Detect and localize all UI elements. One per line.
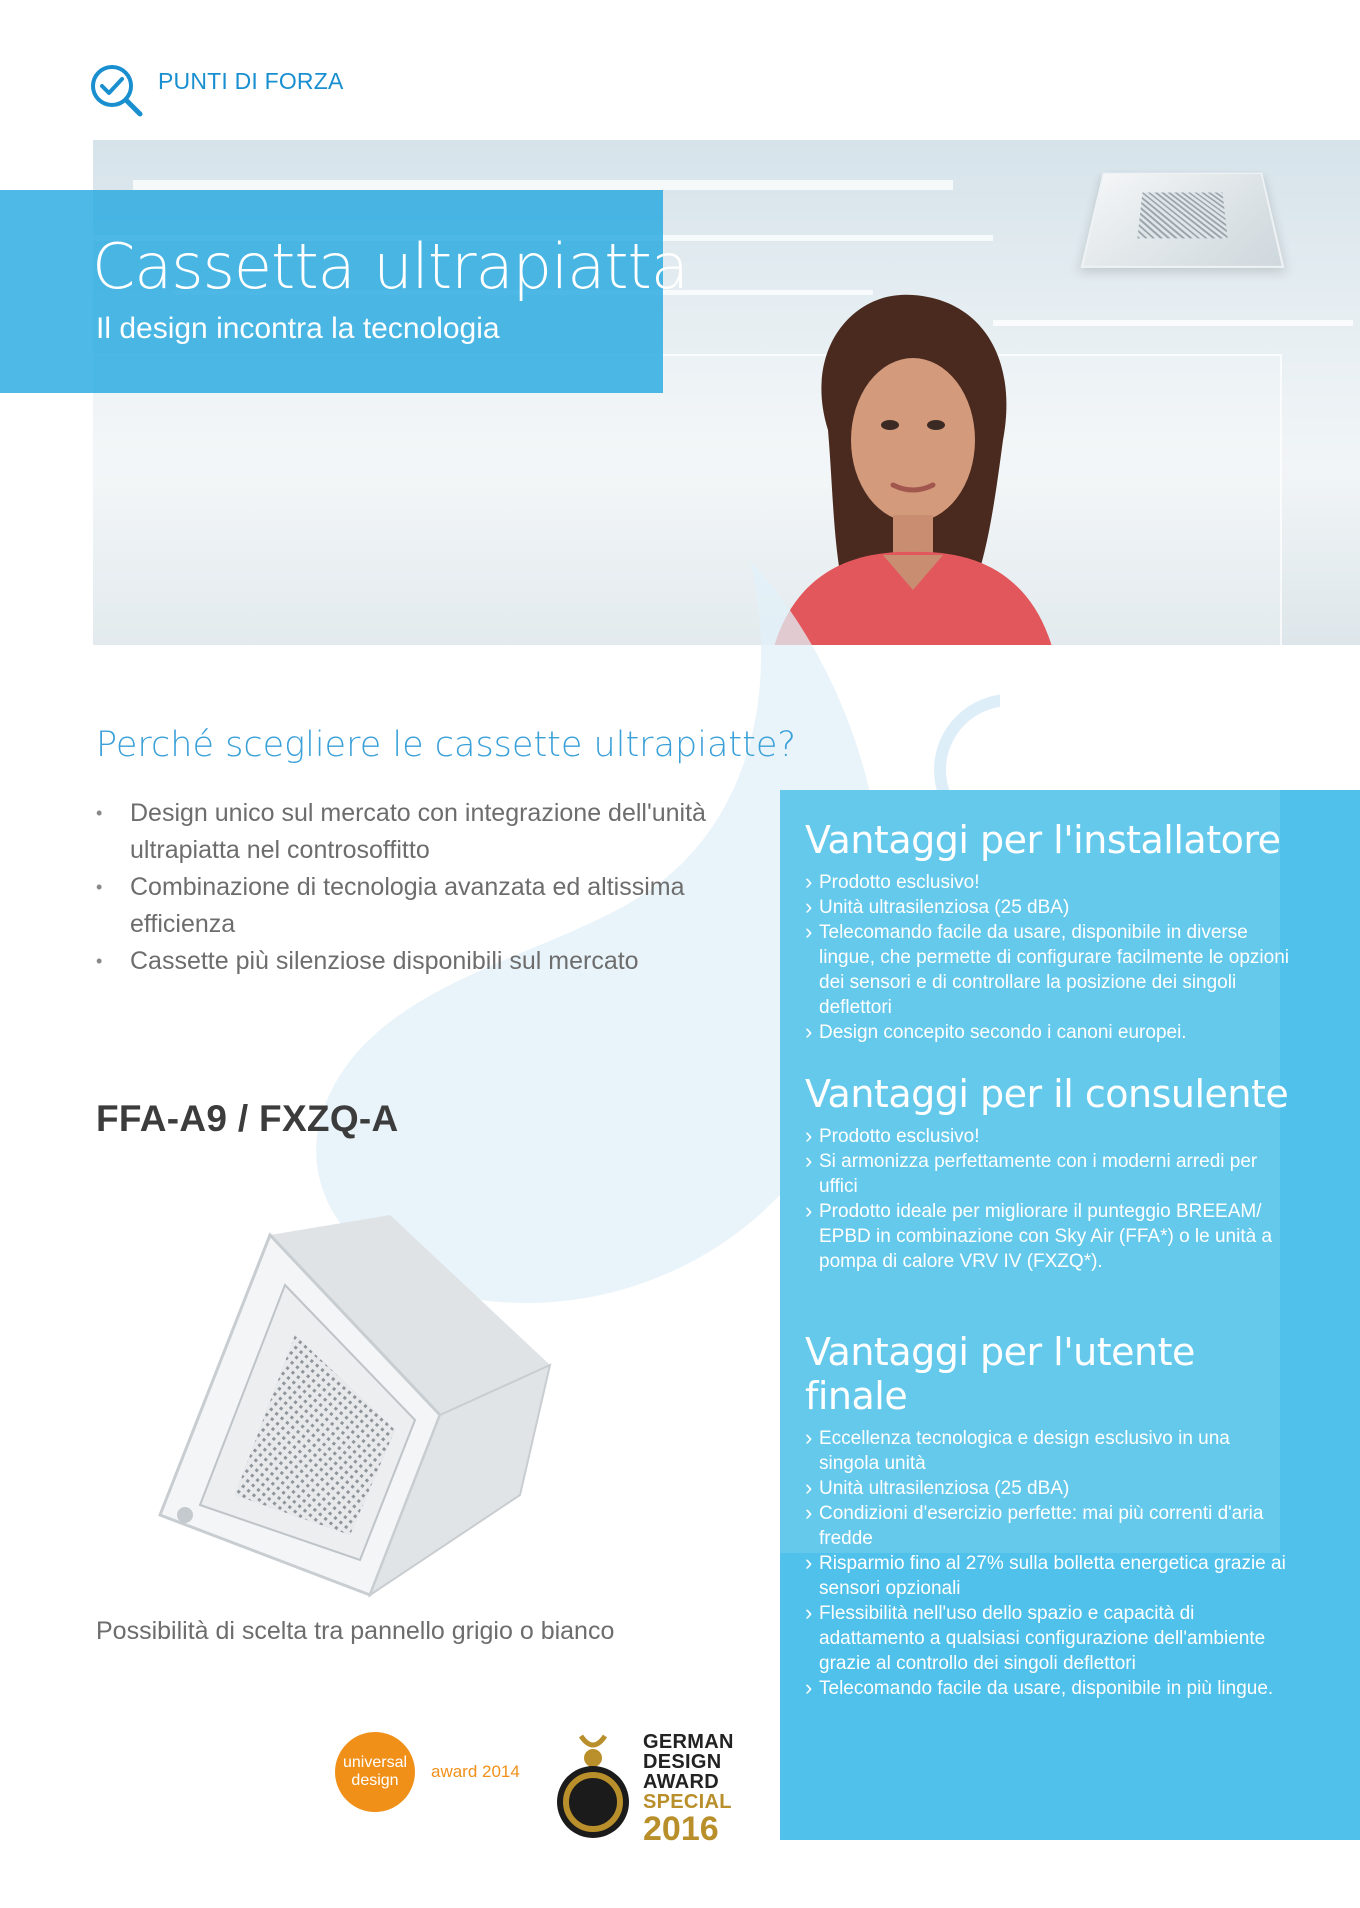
section-label: PUNTI DI FORZA bbox=[158, 68, 344, 94]
award-text: award 2014 bbox=[431, 1762, 520, 1781]
ceiling-cassette-image bbox=[1081, 173, 1285, 268]
list-item: • Design unico sul mercato con integrazione dell'unità ultrapiatta nel controsoffitto bbox=[92, 795, 732, 868]
section-heading: Vantaggi per l'installatore bbox=[805, 818, 1281, 862]
panel-color-caption: Possibilità di scelta tra pannello grigio o bianco bbox=[96, 1617, 615, 1645]
list-item: › Design concepito secondo i canoni europei. bbox=[805, 1020, 1295, 1045]
magnifier-check-icon bbox=[88, 62, 144, 118]
list-item: › Prodotto esclusivo! bbox=[805, 870, 1295, 895]
advantages-consultant bbox=[805, 1072, 1295, 1274]
award-medal-icon bbox=[553, 1732, 633, 1842]
advantages-installer bbox=[805, 818, 1295, 1045]
section-heading: Vantaggi per l'utente finale bbox=[805, 1330, 1195, 1418]
cassette-product-image bbox=[140, 1215, 600, 1615]
list-item: • Cassette più silenziose disponibili sul mercato bbox=[92, 943, 732, 980]
list-item: › Prodotto ideale per migliorare il punteggio BREEAM/ EPBD in combinazione con Sky Air (FFA*) o le unità a pompa di calore VRV IV (FXZQ*). bbox=[805, 1199, 1295, 1274]
award-text: GERMAN bbox=[643, 1731, 734, 1753]
hero-subtitle: Il design incontra la tecnologia bbox=[96, 312, 500, 345]
list-item: › Telecomando facile da usare, disponibile in più lingue. bbox=[805, 1676, 1295, 1701]
section-heading: Vantaggi per il consulente bbox=[805, 1072, 1289, 1116]
list-item: › Flessibilità nell'uso dello spazio e capacità di adattamento a qualsiasi configurazione dell'ambiente grazie al controllo dei singoli deflettori bbox=[805, 1601, 1295, 1676]
advantages-end-user bbox=[805, 1330, 1295, 1701]
universal-design-award-logo bbox=[335, 1732, 535, 1812]
hero-title: Cassetta ultrapiatta bbox=[92, 230, 688, 303]
why-title: Perché scegliere le cassette ultrapiatte? bbox=[96, 725, 796, 765]
list-item: › Prodotto esclusivo! bbox=[805, 1124, 1295, 1149]
list-item: › Unità ultrasilenziosa (25 dBA) bbox=[805, 895, 1295, 920]
award-text: AWARD bbox=[643, 1771, 719, 1793]
list-item: › Eccellenza tecnologica e design esclusivo in una singola unità bbox=[805, 1426, 1295, 1476]
list-item: › Unità ultrasilenziosa (25 dBA) bbox=[805, 1476, 1295, 1501]
list-item: › Si armonizza perfettamente con i moderni arredi per uffici bbox=[805, 1149, 1295, 1199]
award-text: DESIGN bbox=[643, 1751, 722, 1773]
list-item: › Telecomando facile da usare, disponibile in diverse lingue, che permette di configurare facilmente le opzioni dei sensori e di controllare la posizione dei singoli deflettori bbox=[805, 920, 1295, 1020]
list-item: • Combinazione di tecnologia avanzata ed altissima efficienza bbox=[92, 869, 732, 942]
model-name: FFA-A9 / FXZQ-A bbox=[96, 1098, 399, 1139]
german-design-award-logo bbox=[553, 1731, 738, 1848]
award-text: SPECIAL bbox=[643, 1791, 732, 1813]
award-year: 2016 bbox=[643, 1810, 719, 1848]
award-text: universal bbox=[342, 1754, 408, 1771]
why-bullets bbox=[92, 795, 732, 981]
list-item: › Risparmio fino al 27% sulla bolletta energetica grazie ai sensori opzionali bbox=[805, 1551, 1295, 1601]
list-item: › Condizioni d'esercizio perfette: mai più correnti d'aria fredde bbox=[805, 1501, 1295, 1551]
award-text: design bbox=[351, 1772, 399, 1789]
